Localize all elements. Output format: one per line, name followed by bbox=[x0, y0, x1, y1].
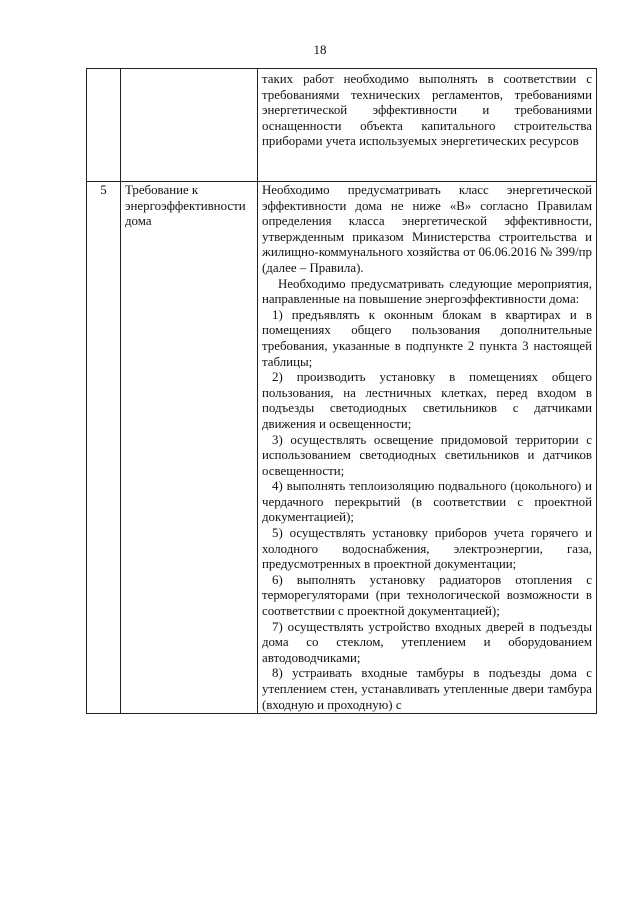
paragraph: Необходимо предусматривать класс энергетической эффективности дома не ниже «B» согласно Правилам определения класса энергетической эффективности, утвержденным приказом Министерства строительства и жилищно-коммунального хозяйства от 06.06.2016 № 399/пр (далее – Правила). bbox=[262, 183, 592, 275]
list-item: 8) устраивать входные тамбуры в подъезды дома с утеплением стен, устанавливать утепленные двери тамбура (входную и проходную) с bbox=[262, 666, 592, 712]
requirement-name-cell bbox=[121, 69, 258, 182]
row-number-cell: 5 bbox=[87, 182, 121, 714]
paragraph: таких работ необходимо выполнять в соответствии с требованиями технических регламентов, требованиями энергетической эффективности и требованиями оснащенности объекта капитального строительства приборами учета используемых энергетических ресурсов bbox=[262, 72, 592, 149]
requirement-text-cell bbox=[258, 182, 597, 714]
requirement-text-cell bbox=[258, 69, 597, 182]
list-item: 1) предъявлять к оконным блокам в квартирах и в помещениях общего пользования дополнительные требования, указанные в подпункте 2 пункта 3 настоящей таблицы; bbox=[262, 307, 592, 369]
row-number-cell bbox=[87, 69, 121, 182]
table-row bbox=[87, 182, 597, 714]
list-item: 4) выполнять теплоизоляцию подвального (цокольного) и чердачного перекрытий (в соответствии с проектной документацией); bbox=[262, 479, 592, 525]
table-row bbox=[87, 69, 597, 182]
page-number: 18 bbox=[313, 42, 327, 57]
list-item: 3) осуществлять освещение придомовой территории с использованием светодиодных светильников и датчиков освещенности; bbox=[262, 432, 592, 478]
paragraph: Необходимо предусматривать следующие мероприятия, направленные на повышение энергоэффективности дома: bbox=[262, 276, 592, 307]
list-item: 6) выполнять установку радиаторов отопления с терморегуляторами (при технологической возможности в соответствии с проектной документацией); bbox=[262, 572, 592, 619]
list-item: 5) осуществлять установку приборов учета горячего и холодного водоснабжения, электроэнергии, газа, предусмотренных в проектной документации; bbox=[262, 526, 592, 572]
requirement-name-cell: Требование к энергоэффективности дома bbox=[121, 182, 258, 714]
list-item: 2) производить установку в помещениях общего пользования, на лестничных клетках, перед входом в подъезды светодиодных светильников с датчиками движения и освещенности; bbox=[262, 370, 592, 431]
list-item: 7) осуществлять устройство входных дверей в подъезды дома со стеклом, утеплением и оборудованием автодоводчиками; bbox=[262, 619, 592, 665]
requirements-table bbox=[86, 68, 597, 714]
